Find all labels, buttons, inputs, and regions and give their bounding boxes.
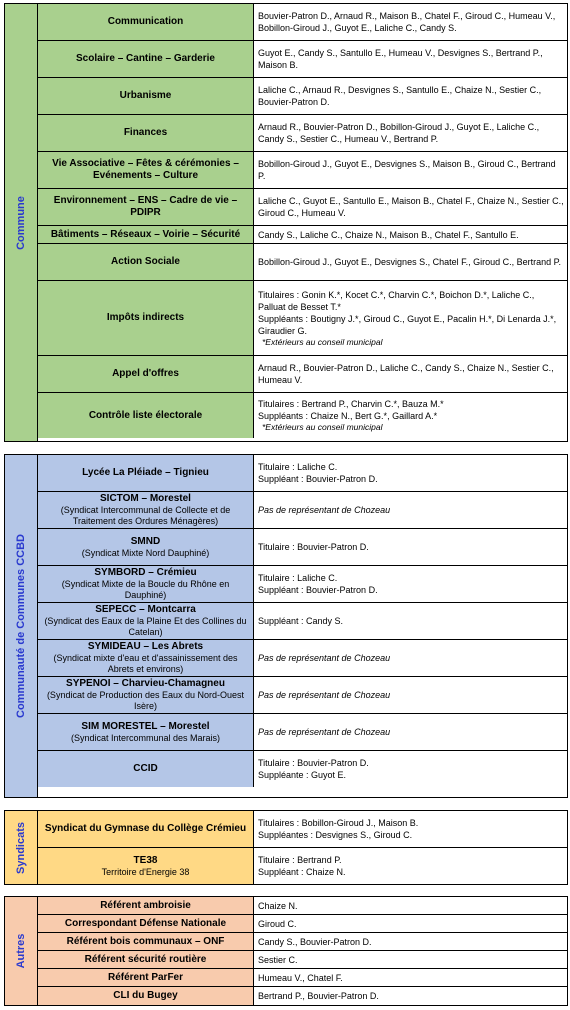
table-row — [38, 226, 567, 244]
footnote: *Extérieurs au conseil municipal — [262, 336, 383, 347]
row-title: Référent ParFer — [107, 971, 184, 983]
table-row — [38, 152, 567, 189]
row-label-sepecc-montcarra — [38, 603, 254, 639]
row-members — [255, 4, 567, 40]
row-label-sypenoi-charvieu-chamagneu — [38, 677, 254, 713]
row-label-ccid — [38, 751, 254, 787]
row-label-batiments-reseaux-voirie-securite — [38, 226, 254, 243]
section-title-commune: Commune — [5, 4, 38, 441]
member-line: Titulaires : Bobillon-Giroud J., Maison B. — [258, 818, 419, 828]
row-title: Bâtiments – Réseaux – Voirie – Sécurité — [50, 228, 241, 240]
row-members — [255, 714, 567, 750]
section-title-syndicats: Syndicats — [5, 811, 38, 884]
row-members — [255, 897, 567, 914]
member-line: Titulaires : Gonin K.*, Kocet C.*, Charvin C.*, Boichon D.*, Laliche C., Palluat de Besset T.* — [258, 289, 535, 312]
table-row — [38, 41, 567, 78]
row-label-communication — [38, 4, 254, 40]
row-title: SYMIDEAU – Les Abrets — [87, 641, 204, 652]
row-members — [255, 677, 567, 713]
table-row — [38, 848, 567, 884]
row-members — [255, 811, 567, 847]
row-members — [255, 987, 567, 1005]
member-line: Chaize N. — [258, 900, 298, 911]
table-row — [38, 4, 567, 41]
row-members — [255, 969, 567, 986]
member-line: Candy S., Bouvier-Patron D. — [258, 936, 372, 947]
row-members — [255, 566, 567, 602]
member-line: Suppléant : Bouvier-Patron D. — [258, 585, 378, 595]
row-title: Référent ambroisie — [100, 899, 191, 911]
row-subtitle: (Syndicat Intercommunal de Collecte et de Traitement des Ordures Ménagères) — [60, 505, 231, 526]
member-line: Titulaire : Bouvier-Patron D. — [258, 542, 369, 552]
row-members — [255, 751, 567, 787]
member-line: Giroud C. — [258, 918, 297, 929]
row-label-referent-parfer — [38, 969, 254, 986]
row-label-referent-ambroisie — [38, 897, 254, 914]
table-row — [38, 603, 567, 640]
row-label-syndicat-du-gymnase-du-college-cremieu — [38, 811, 254, 847]
row-label-referent-securite-routiere — [38, 951, 254, 968]
row-title: SYPENOI – Charvieu-Chamagneu — [66, 678, 225, 689]
member-line: Bobillon-Giroud J., Guyot E., Desvignes S., Chatel F., Giroud C., Bertrand P. — [258, 257, 561, 267]
row-members — [255, 356, 567, 392]
row-label-impots-indirects — [38, 281, 254, 355]
row-title: CCID — [133, 763, 158, 774]
row-title: Urbanisme — [119, 90, 172, 101]
member-line: Laliche C., Arnaud R., Desvignes S., Santullo E., Chaize N., Sestier C., Bouvier-Patron D. — [258, 85, 542, 107]
table-row — [38, 566, 567, 603]
row-title: Référent sécurité routière — [84, 953, 207, 965]
row-members — [255, 115, 567, 151]
table-row — [38, 529, 567, 566]
member-line: Bobillon-Giroud J., Guyot E., Desvignes S., Maison B., Giroud C., Bertrand P. — [258, 159, 556, 181]
row-label-finances — [38, 115, 254, 151]
member-line: Arnaud R., Bouvier-Patron D., Laliche C., Candy S., Chaize N., Sestier C., Humeau V. — [258, 363, 554, 385]
row-members — [255, 244, 567, 280]
row-members — [255, 640, 567, 676]
row-label-vie-associative-fetes-ceremonies-evenements-culture — [38, 152, 254, 188]
table-row — [38, 714, 567, 751]
table-row — [38, 751, 567, 787]
section-title-ccbd: Communauté de Communes CCBD — [5, 455, 38, 797]
row-title: SYMBORD – Crémieu — [94, 567, 197, 578]
row-members — [255, 41, 567, 77]
row-title: Référent bois communaux – ONF — [66, 935, 225, 947]
member-line: Guyot E., Candy S., Santullo E., Humeau V., Desvignes S., Bertrand P., Maison B. — [258, 48, 543, 70]
member-line: Bouvier-Patron D., Arnaud R., Maison B., Chatel F., Giroud C., Humeau V., Bobillon-Giroud J., Guyot E., Laliche C., Candy S. — [258, 11, 556, 33]
table-row — [38, 393, 567, 438]
row-title: SEPECC – Montcarra — [95, 604, 196, 615]
row-members — [255, 915, 567, 932]
row-subtitle: (Syndicat de Production des Eaux du Nord-Ouest Isère) — [46, 690, 245, 711]
table-row — [38, 640, 567, 677]
section-autres — [4, 896, 568, 1006]
member-line: Titulaire : Laliche C. — [258, 573, 338, 583]
table-row — [38, 915, 567, 933]
row-subtitle: (Syndicat Mixte de la Boucle du Rhône en Dauphiné) — [61, 579, 230, 600]
member-line: Suppléants : Chaize N., Bert G.*, Gaillard A.* — [258, 411, 438, 421]
row-members — [255, 152, 567, 188]
member-line: Titulaires : Bertrand P., Charvin C.*, Bauza M.* — [258, 399, 444, 409]
row-label-lycee-la-pleiade-tignieu — [38, 455, 254, 491]
section-commune — [4, 3, 568, 442]
row-title: Communication — [107, 16, 184, 27]
table-row — [38, 281, 567, 356]
member-line: Pas de représentant de Chozeau — [258, 690, 391, 700]
member-line: Pas de représentant de Chozeau — [258, 505, 391, 515]
member-line: Pas de représentant de Chozeau — [258, 727, 391, 737]
row-title: Appel d'offres — [112, 368, 179, 379]
member-line: Suppléant : Chaize N. — [258, 867, 346, 877]
row-members — [255, 848, 567, 884]
table-row — [38, 356, 567, 393]
member-line: Suppléants : Boutigny J.*, Giroud C., Guyot E., Pacalin H.*, Di Lenarda J.*, Giraudier G. — [258, 313, 557, 336]
row-members — [255, 529, 567, 565]
member-line: Candy S., Laliche C., Chaize N., Maison B., Chatel F., Santullo E. — [258, 229, 519, 240]
row-label-sictom-morestel — [38, 492, 254, 528]
table-row — [38, 455, 567, 492]
row-label-action-sociale — [38, 244, 254, 280]
member-line: Bertrand P., Bouvier-Patron D. — [258, 991, 379, 1001]
member-line: Suppléant : Candy S. — [258, 616, 344, 626]
row-label-cli-du-bugey — [38, 987, 254, 1005]
table-row — [38, 969, 567, 987]
row-members — [255, 455, 567, 491]
row-members — [255, 492, 567, 528]
member-line: Laliche C., Guyot E., Santullo E., Maison B., Chatel F., Chaize N., Sestier C., Giroud C., Humeau V. — [258, 196, 564, 218]
row-subtitle: (Syndicat Mixte Nord Dauphiné) — [81, 547, 210, 558]
member-line: Suppléante : Guyot E. — [258, 770, 347, 780]
table-row — [38, 811, 567, 848]
row-members — [255, 393, 567, 438]
table-row — [38, 115, 567, 152]
row-label-correspondant-defense-nationale — [38, 915, 254, 932]
member-line: Suppléantes : Desvignes S., Giroud C. — [258, 830, 413, 840]
row-members — [255, 189, 567, 225]
member-line: Humeau V., Chatel F. — [258, 972, 343, 983]
row-title: Environnement – ENS – Cadre de vie – PDIPR — [53, 195, 238, 218]
row-title: Contrôle liste électorale — [88, 409, 203, 421]
member-line: Titulaire : Laliche C. — [258, 462, 338, 472]
row-label-symideau-les-abrets — [38, 640, 254, 676]
row-label-te38 — [38, 848, 254, 884]
member-line: Suppléant : Bouvier-Patron D. — [258, 474, 378, 484]
row-label-scolaire-cantine-garderie — [38, 41, 254, 77]
row-label-environnement-ens-cadre-de-vie-pdipr — [38, 189, 254, 225]
row-members — [255, 281, 567, 355]
row-title: Lycée La Pléiade – Tignieu — [82, 467, 209, 478]
row-title: Vie Associative – Fêtes & cérémonies – Evénements – Culture — [52, 158, 239, 181]
row-title: SIM MORESTEL – Morestel — [81, 720, 210, 732]
table-row — [38, 987, 567, 1005]
row-subtitle: (Syndicat Intercommunal des Marais) — [70, 732, 221, 743]
table-row — [38, 951, 567, 969]
table-row — [38, 897, 567, 915]
row-title: Finances — [123, 127, 168, 138]
member-line: Sestier C. — [258, 954, 298, 965]
table-row — [38, 78, 567, 115]
row-title: CLI du Bugey — [113, 990, 178, 1001]
row-subtitle: Territoire d'Energie 38 — [101, 866, 190, 877]
row-members — [255, 951, 567, 968]
footnote: *Extérieurs au conseil municipal — [262, 422, 383, 432]
row-subtitle: (Syndicat mixte d'eau et d'assainissement des Abrets et environs) — [53, 653, 238, 674]
row-members — [255, 78, 567, 114]
row-subtitle: (Syndicat des Eaux de la Plaine Et des Collines du Catelan) — [44, 616, 247, 637]
row-label-symbord-cremieu — [38, 566, 254, 602]
row-title: Impôts indirects — [106, 312, 185, 323]
row-label-sim-morestel-morestel — [38, 714, 254, 750]
row-title: SICTOM – Morestel — [100, 493, 191, 504]
row-title: Scolaire – Cantine – Garderie — [76, 53, 215, 64]
table-row — [38, 677, 567, 714]
row-members — [255, 226, 567, 243]
row-label-referent-bois-communaux-onf — [38, 933, 254, 950]
row-label-controle-liste-electorale — [38, 393, 254, 438]
row-title: TE38 — [133, 854, 158, 866]
table-row — [38, 933, 567, 951]
section-title-autres: Autres — [5, 897, 38, 1005]
member-line: Arnaud R., Bouvier-Patron D., Bobillon-Giroud J., Guyot E., Laliche C., Candy S., Sestier C., Humeau V., Bertrand P. — [258, 122, 540, 144]
row-title: SMND — [130, 535, 161, 547]
member-line: Titulaire : Bouvier-Patron D. — [258, 758, 369, 768]
row-label-smnd — [38, 529, 254, 565]
section-ccbd — [4, 454, 568, 798]
row-label-appel-d-offres — [38, 356, 254, 392]
table-row — [38, 244, 567, 281]
member-line: Pas de représentant de Chozeau — [258, 653, 391, 663]
row-label-urbanisme — [38, 78, 254, 114]
table-row — [38, 492, 567, 529]
row-title: Action Sociale — [111, 256, 180, 267]
member-line: Titulaire : Bertrand P. — [258, 855, 342, 865]
row-members — [255, 933, 567, 950]
row-title: Correspondant Défense Nationale — [64, 917, 227, 929]
row-members — [255, 603, 567, 639]
section-syndicats — [4, 810, 568, 885]
table-row — [38, 189, 567, 226]
row-title: Syndicat du Gymnase du Collège Crémieu — [44, 823, 247, 834]
